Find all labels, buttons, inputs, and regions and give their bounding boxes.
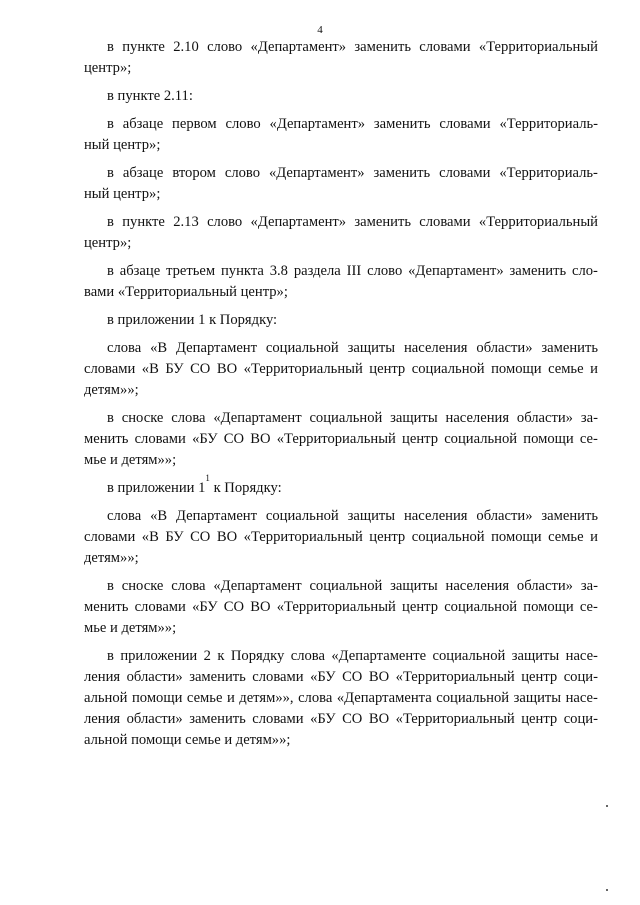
word: «Территориаль- xyxy=(499,116,598,132)
word: в xyxy=(107,214,114,230)
word: социальной xyxy=(309,410,383,426)
scan-mark xyxy=(606,805,608,807)
word: центр xyxy=(369,529,406,545)
word: заменить xyxy=(373,165,431,181)
word: защиты xyxy=(511,648,560,664)
text-line xyxy=(84,473,598,499)
word: защиты xyxy=(347,508,396,524)
word: «Территориальный xyxy=(243,529,363,545)
word: слово xyxy=(207,39,243,55)
word: III xyxy=(346,263,362,279)
word: за- xyxy=(580,578,598,594)
word: ВО xyxy=(250,599,271,615)
page-number: 4 xyxy=(317,24,323,36)
line-text: центр»; xyxy=(84,235,132,251)
word: заменить xyxy=(189,669,246,685)
word: в xyxy=(107,410,114,426)
word: «Территориальный xyxy=(395,669,515,685)
word: области» xyxy=(516,410,573,426)
word: абзаце xyxy=(119,263,161,279)
word: семье xyxy=(548,361,584,377)
word: заменить xyxy=(189,711,246,727)
word: ления xyxy=(84,669,121,685)
word: менить xyxy=(84,431,129,447)
word: слова xyxy=(298,690,333,706)
word: СО xyxy=(223,599,245,615)
word: «Территориаль- xyxy=(499,165,598,181)
text-line xyxy=(84,688,598,709)
text-line xyxy=(84,338,598,359)
word: «БУ xyxy=(310,711,336,727)
word: семье xyxy=(186,690,223,706)
word: «Департамент» xyxy=(250,214,347,230)
word: к xyxy=(217,648,225,664)
word: словами xyxy=(84,361,136,377)
word: ления xyxy=(84,711,121,727)
word: СО xyxy=(342,711,363,727)
word: словами xyxy=(84,529,136,545)
word: центр xyxy=(521,711,558,727)
line-text: ный центр»; xyxy=(84,137,161,153)
word: первом xyxy=(172,116,217,132)
word: третьем xyxy=(166,263,216,279)
word: пункте xyxy=(122,39,165,55)
word: и xyxy=(590,361,598,377)
word: «Департамент» xyxy=(269,116,366,132)
word: защиты xyxy=(390,578,438,594)
text-line xyxy=(84,233,598,254)
word: приложении xyxy=(120,648,198,664)
word: «БУ xyxy=(192,431,218,447)
word: социальной xyxy=(265,340,339,356)
word: менить xyxy=(84,599,129,615)
word: социальной xyxy=(432,648,506,664)
text-line xyxy=(84,37,598,58)
word: заменить xyxy=(354,214,411,230)
text-line xyxy=(84,450,598,471)
word: Департамент xyxy=(176,508,257,524)
line-text: мье и детям»»; xyxy=(84,452,177,468)
word: «БУ xyxy=(310,669,336,685)
word: «Департамент xyxy=(213,578,302,594)
word: ВО xyxy=(368,669,390,685)
word: помощи xyxy=(131,690,183,706)
text-line xyxy=(84,212,598,233)
scan-mark xyxy=(606,889,608,891)
word: социальной xyxy=(265,508,339,524)
word: области» xyxy=(126,669,183,685)
word: 2 xyxy=(203,648,211,664)
word: словами xyxy=(252,711,304,727)
word: «Департамента xyxy=(336,690,432,706)
word: се- xyxy=(579,431,598,447)
word: слово xyxy=(224,165,261,181)
word: абзаце xyxy=(122,165,164,181)
word: Порядку xyxy=(230,648,285,664)
word: в xyxy=(107,578,114,594)
word: пункте xyxy=(122,214,165,230)
word: раздела xyxy=(293,263,341,279)
word: области» xyxy=(476,340,533,356)
word: ВО xyxy=(368,711,390,727)
word: словами xyxy=(419,39,471,55)
word: 3.8 xyxy=(269,263,288,279)
word: Департамент xyxy=(176,340,257,356)
text-line xyxy=(84,359,598,380)
word: соци- xyxy=(563,711,598,727)
line-text: альной помощи семье и детям»»; xyxy=(84,732,291,748)
line-text: в пункте 2.11: xyxy=(107,88,193,104)
word: се- xyxy=(579,599,598,615)
text-line xyxy=(84,597,598,618)
word: «Территориальный xyxy=(478,214,598,230)
word: сноске xyxy=(121,578,164,594)
word: «В xyxy=(150,508,168,524)
word: области» xyxy=(476,508,533,524)
word: альной xyxy=(84,690,128,706)
word: словами xyxy=(439,116,491,132)
word: насе- xyxy=(565,648,598,664)
word: помощи xyxy=(491,529,542,545)
word: населения xyxy=(445,410,510,426)
word: 2.13 xyxy=(173,214,199,230)
word: заменить xyxy=(541,340,598,356)
word: социальной xyxy=(436,690,510,706)
word: и xyxy=(226,690,235,706)
word: «БУ xyxy=(192,599,218,615)
word: «Департамент xyxy=(213,410,302,426)
word: слова xyxy=(107,340,142,356)
word: социальной xyxy=(411,361,485,377)
word: втором xyxy=(172,165,216,181)
word: в xyxy=(107,648,114,664)
word: за- xyxy=(580,410,598,426)
word: в xyxy=(107,263,114,279)
word: «Департамент» xyxy=(250,39,347,55)
word: «Департаменте xyxy=(331,648,427,664)
text-line xyxy=(84,86,598,107)
word: заменить xyxy=(509,263,567,279)
word: «В xyxy=(150,340,168,356)
text-line xyxy=(84,667,598,688)
word: семье xyxy=(548,529,584,545)
word: словами xyxy=(439,165,491,181)
line-text: в приложении 1 xyxy=(107,480,206,496)
text-line xyxy=(84,646,598,667)
text-line xyxy=(84,184,598,205)
text-line xyxy=(84,114,598,135)
word: помощи xyxy=(523,431,574,447)
word: пункта xyxy=(221,263,264,279)
word: слова xyxy=(290,648,325,664)
word: «Департамент» xyxy=(408,263,504,279)
text-line xyxy=(84,506,598,527)
word: словами xyxy=(134,599,186,615)
text-line xyxy=(84,261,598,282)
text-line xyxy=(84,380,598,401)
word: слова xyxy=(171,578,206,594)
line-text: в приложении 1 к Порядку: xyxy=(107,312,278,328)
word: заменить xyxy=(541,508,598,524)
text-line xyxy=(84,548,598,569)
text-line xyxy=(84,310,598,331)
word: слова xyxy=(107,508,142,524)
word: «Территориальный xyxy=(478,39,598,55)
word: абзаце xyxy=(122,116,164,132)
text-line xyxy=(84,429,598,450)
word: социальной xyxy=(309,578,383,594)
word: БУ xyxy=(165,361,184,377)
word: защиты xyxy=(347,340,396,356)
text-line xyxy=(84,576,598,597)
word: «В xyxy=(141,361,159,377)
word: слово xyxy=(225,116,261,132)
text-line xyxy=(84,527,598,548)
document-body xyxy=(84,37,598,758)
text-line xyxy=(84,163,598,184)
word: ВО xyxy=(216,361,238,377)
word: «Территориальный xyxy=(276,431,396,447)
word: «Департамент» xyxy=(269,165,365,181)
text-line xyxy=(84,730,598,751)
line-text: ный центр»; xyxy=(84,186,161,202)
word: социальной xyxy=(444,599,518,615)
line-text: детям»»; xyxy=(84,382,139,398)
word: в xyxy=(107,39,114,55)
word: СО xyxy=(223,431,245,447)
word: 2.10 xyxy=(173,39,199,55)
word: словами xyxy=(252,669,304,685)
text-line xyxy=(84,135,598,156)
word: социальной xyxy=(411,529,485,545)
word: центр xyxy=(521,669,558,685)
word: защиты xyxy=(390,410,438,426)
word: населения xyxy=(404,508,468,524)
text-line xyxy=(84,618,598,639)
word: «Территориальный xyxy=(395,711,515,727)
word: и xyxy=(590,529,598,545)
line-text: центр»; xyxy=(84,60,132,76)
word: «В xyxy=(141,529,159,545)
word: слово xyxy=(207,214,243,230)
word: соци- xyxy=(563,669,598,685)
word: области» xyxy=(126,711,183,727)
word: защиты xyxy=(513,690,562,706)
word: БУ xyxy=(165,529,184,545)
word: словами xyxy=(419,214,471,230)
word: сноске xyxy=(121,410,164,426)
word: ВО xyxy=(216,529,238,545)
word: СО xyxy=(190,361,211,377)
word: населения xyxy=(445,578,510,594)
text-line xyxy=(84,709,598,730)
word: СО xyxy=(190,529,211,545)
line-text: вами «Территориальный центр»; xyxy=(84,284,288,300)
superscript: 1 xyxy=(205,473,210,483)
word: заменить xyxy=(373,116,431,132)
word: СО xyxy=(342,669,363,685)
word: насе- xyxy=(565,690,598,706)
line-text: детям»»; xyxy=(84,550,139,566)
word: помощи xyxy=(491,361,542,377)
word: центр xyxy=(402,431,438,447)
word: словами xyxy=(134,431,186,447)
word: слова xyxy=(171,410,206,426)
text-line xyxy=(84,408,598,429)
line-text-tail: к Порядку: xyxy=(209,480,282,496)
word: ВО xyxy=(250,431,271,447)
word: населения xyxy=(404,340,468,356)
word: детям»», xyxy=(239,690,294,706)
text-line xyxy=(84,282,598,303)
word: в xyxy=(107,116,114,132)
word: «Территориальный xyxy=(276,599,396,615)
word: области» xyxy=(516,578,573,594)
word: центр xyxy=(369,361,406,377)
word: центр xyxy=(402,599,438,615)
word: «Территориальный xyxy=(243,361,363,377)
text-line xyxy=(84,58,598,79)
line-text: мье и детям»»; xyxy=(84,620,177,636)
word: заменить xyxy=(354,39,411,55)
word: социальной xyxy=(444,431,518,447)
word: в xyxy=(107,165,114,181)
word: помощи xyxy=(523,599,574,615)
word: сло- xyxy=(571,263,598,279)
word: слово xyxy=(367,263,403,279)
